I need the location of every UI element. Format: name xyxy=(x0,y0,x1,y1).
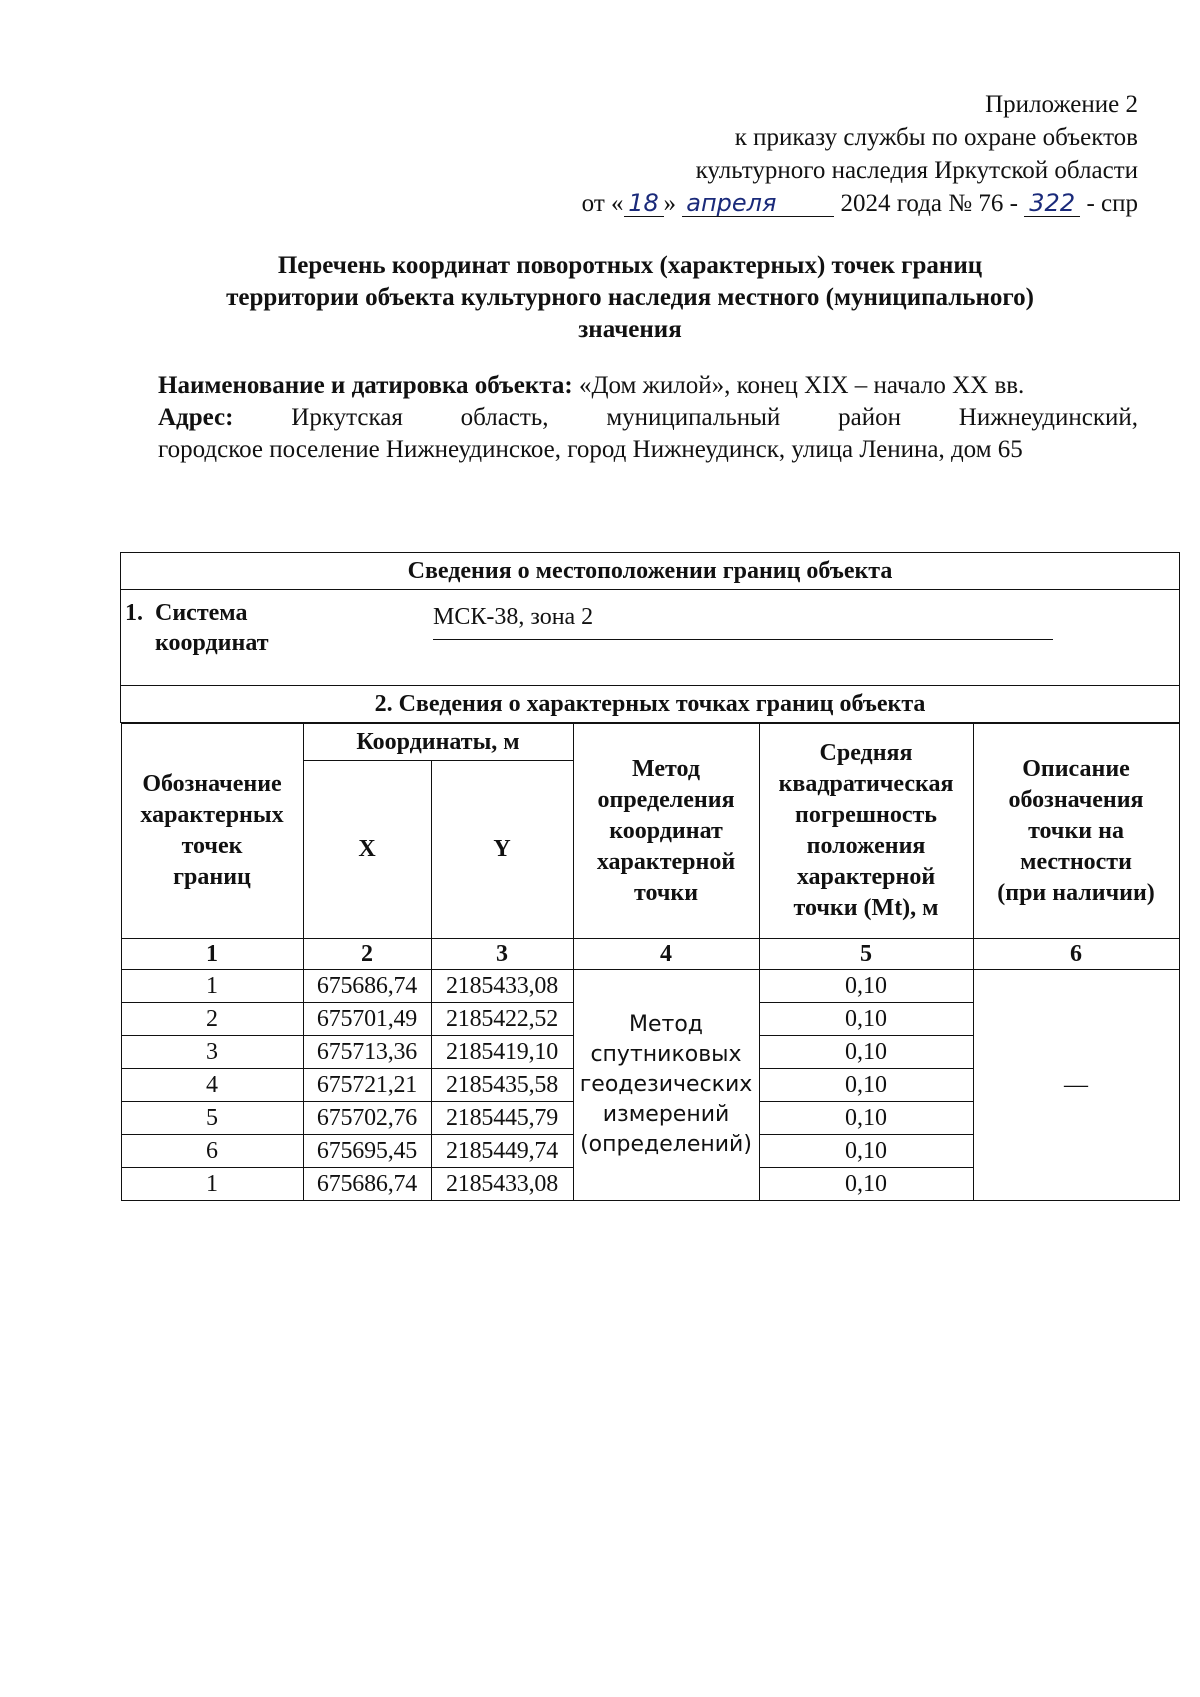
object-name-line: Наименование и датировка объекта: «Дом жилой», конец XIX – начало XX вв. xyxy=(158,372,1025,399)
object-address-line2: городское поселение Нижнеудинское, город Нижнеудинск, улица Ленина, дом 65 xyxy=(158,436,1023,463)
handwritten-day: 18 xyxy=(624,190,664,217)
handwritten-order-number: 322 xyxy=(1024,190,1080,217)
col-method-header: Метод определения координат характерной точки xyxy=(573,724,759,939)
appendix-header xyxy=(582,88,1138,220)
table-row: 5 675702,76 2185445,79 0,10 xyxy=(121,1102,1179,1135)
col-error-header: Средняя квадратическая погрешность положения характерной точки (Mt), м xyxy=(759,724,973,939)
col-y-header: Y xyxy=(431,761,573,939)
description-cell: — xyxy=(973,970,1179,1201)
column-numbers-row: 1 2 3 4 5 6 xyxy=(121,939,1179,970)
table-row: 4 675721,21 2185435,58 0,10 xyxy=(121,1069,1179,1102)
table-row: 6 675695,45 2185449,74 0,10 xyxy=(121,1135,1179,1168)
section2-title: 2. Сведения о характерных точках границ объекта xyxy=(121,686,1180,723)
boundary-info-table xyxy=(120,552,1180,1201)
col-x-header: X xyxy=(303,761,431,939)
document-title: Перечень координат поворотных (характерных) точек границ территории объекта культурного наследия местного (муниципального) значения xyxy=(226,252,1034,343)
method-cell: Метод спутниковых геодезических измерений (определений) xyxy=(573,970,759,1201)
coordinate-system-label: 1. Система координат xyxy=(125,600,269,656)
table-row: 1 675686,74 2185433,08 0,10 xyxy=(121,1168,1179,1201)
coordinate-system-cell xyxy=(121,590,1180,686)
section1-title: Сведения о местоположении границ объекта xyxy=(121,553,1180,590)
order-date-line: от « 18 » апреля 2024 года № 76 - 322 - спр xyxy=(581,189,1138,217)
col-desc-header: Описание обозначения точки на местности (при наличии) xyxy=(973,724,1179,939)
object-address-line1: Адрес: Иркутская область, муниципальный район Нижнеудинский, xyxy=(158,404,1139,431)
points-table xyxy=(121,723,1180,1201)
appendix-title: Приложение 2 xyxy=(985,91,1138,118)
handwritten-month: апреля xyxy=(682,190,834,217)
table-row: 2 675701,49 2185422,52 0,10 xyxy=(121,1003,1179,1036)
table-row: 3 675713,36 2185419,10 0,10 xyxy=(121,1036,1179,1069)
order-reference: к приказу службы по охране объектов xyxy=(734,124,1138,151)
table-row: 1 675686,74 2185433,08 Метод спутниковых геодезических измерений (определений) 0,10 — xyxy=(121,970,1179,1003)
object-info xyxy=(158,370,1138,466)
col-coordinates-header: Координаты, м xyxy=(303,724,573,761)
col-point-header: Обозначение характерных точек границ xyxy=(121,724,303,939)
order-authority: культурного наследия Иркутской области xyxy=(695,157,1138,184)
coordinate-system-value: МСК-38, зона 2 xyxy=(433,604,1053,640)
